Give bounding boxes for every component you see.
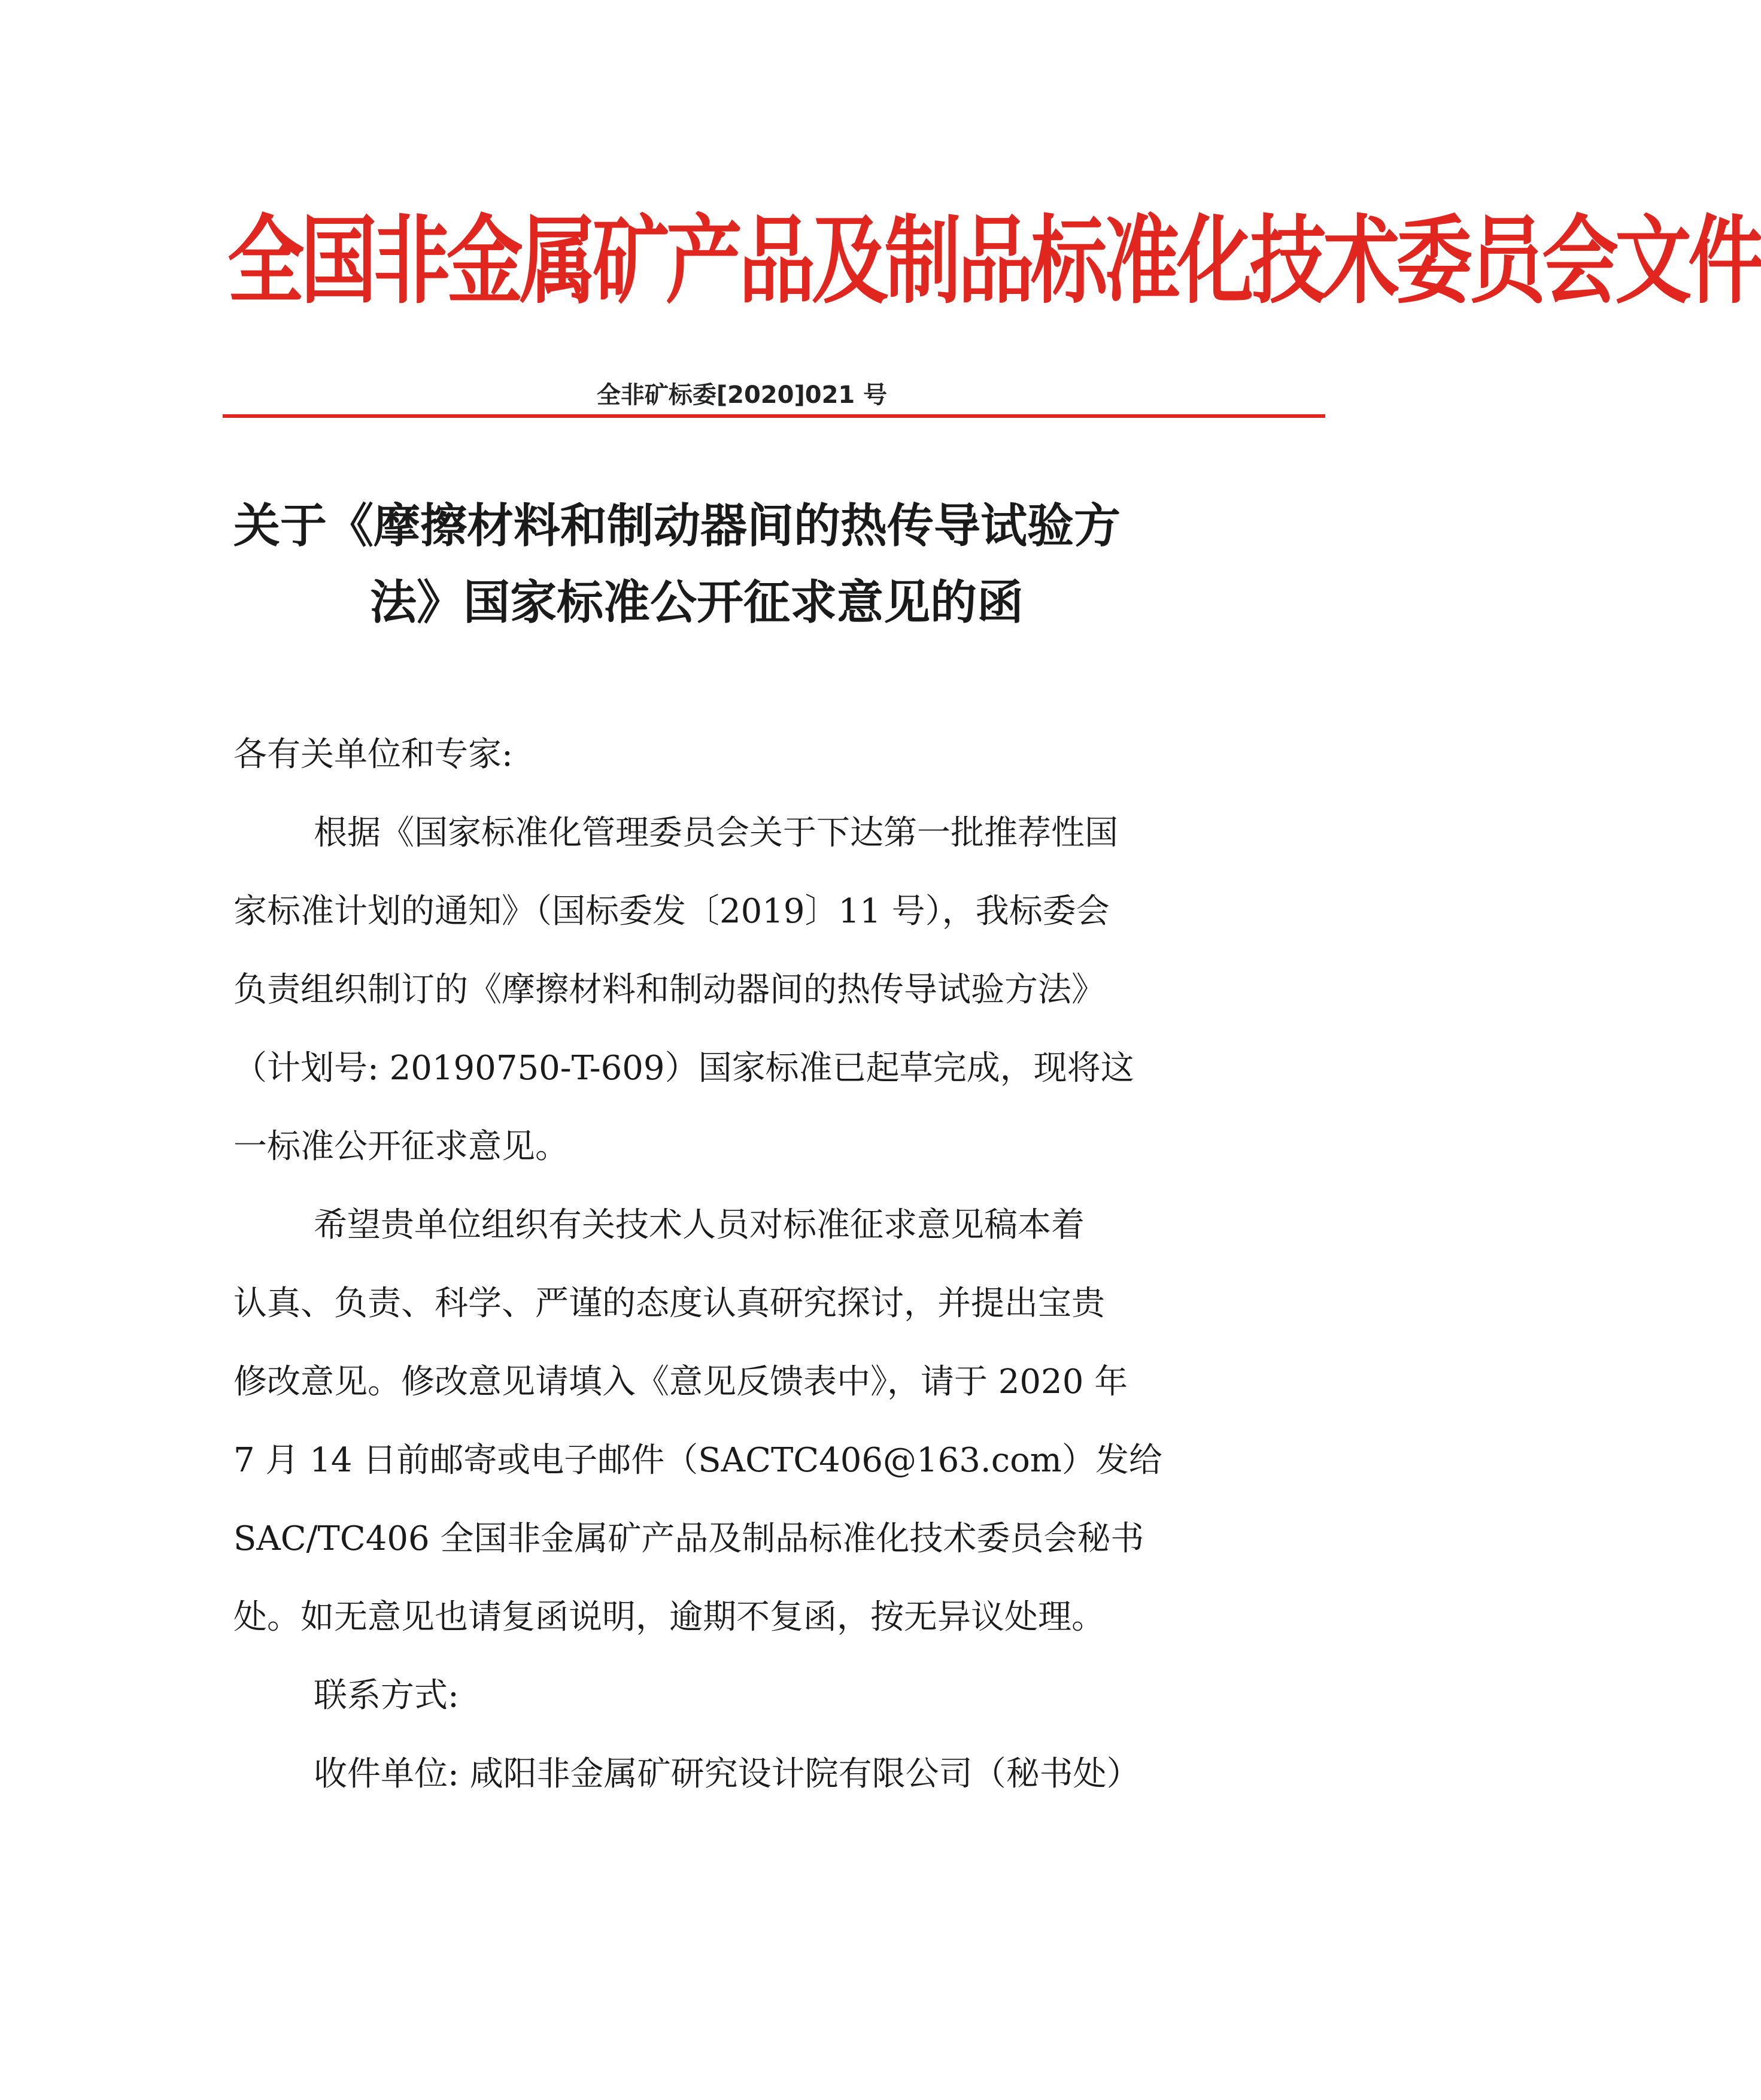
paragraph-line: 家标准计划的通知》（国标委发〔2019〕11 号），我标委会 (233, 892, 1110, 931)
paragraph-1 (233, 794, 1299, 1186)
paragraph-line: 负责组织制订的《摩擦材料和制动器间的热传导试验方法》 (233, 970, 1105, 1009)
letter-body (233, 715, 1299, 1813)
salutation: 各有关单位和专家: (233, 735, 513, 774)
paragraph-line: 处。如无意见也请复函说明，逾期不复函，按无异议处理。 (233, 1598, 1105, 1637)
paragraph-line: SAC/TC406 全国非金属矿产品及制品标准化技术委员会秘书 (233, 1519, 1144, 1558)
paragraph-line: 一标准公开征求意见。 (233, 1127, 569, 1166)
recipient-line: 收件单位: 咸阳非金属矿研究设计院有限公司（秘书处） (314, 1755, 1140, 1794)
paragraph-line: 认真、负责、科学、严谨的态度认真研究探讨，并提出宝贵 (233, 1284, 1105, 1323)
paragraph-line: 根据《国家标准化管理委员会关于下达第一批推荐性国 (314, 814, 1118, 852)
doc-number: 全非矿标委[2020]021 号 (596, 381, 888, 409)
subject-line-2: 法》国家标准公开征求意见的函 (370, 575, 1024, 630)
letter-subject (233, 488, 1311, 641)
red-divider-rule (223, 414, 1325, 418)
paragraph-line: 希望贵单位组织有关技术人员对标准征求意见稿本着 (314, 1206, 1085, 1245)
contact-label: 联系方式: (314, 1676, 459, 1715)
subject-line-1: 关于《摩擦材料和制动器间的热传导试验方 (233, 499, 1121, 553)
paragraph-2 (233, 1186, 1299, 1656)
paragraph-line: 7 月 14 日前邮寄或电子邮件（SACTC406@163.com）发给 (233, 1441, 1162, 1480)
org-title: 全国非金属矿产品及制品标准化技术委员会文件 (227, 205, 1761, 317)
paragraph-line: （计划号: 20190750-T-609）国家标准已起草完成，现将这 (233, 1049, 1134, 1088)
paragraph-line: 修改意见。修改意见请填入《意见反馈表中》，请于 2020 年 (233, 1362, 1128, 1401)
